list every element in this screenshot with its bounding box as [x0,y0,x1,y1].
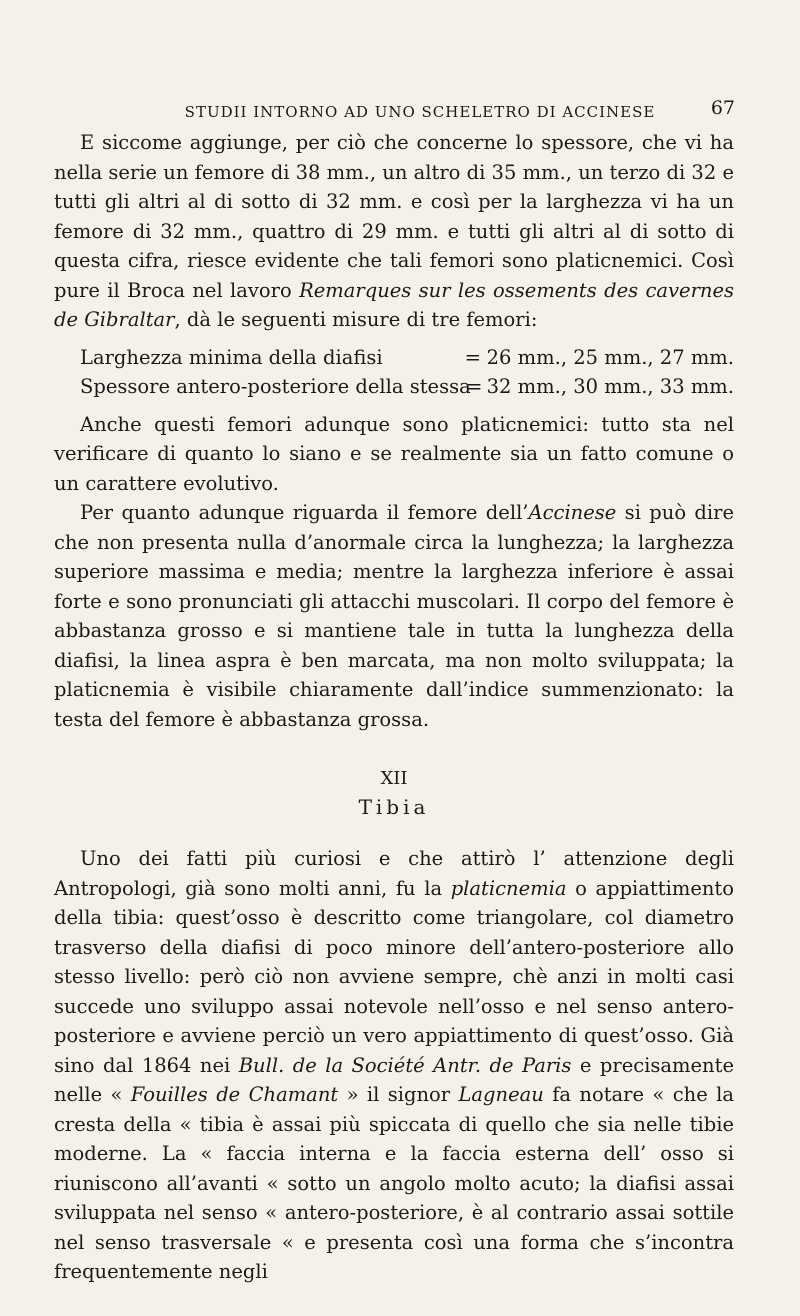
paragraph-femore-accinese [54,498,734,734]
paragraph-text: o appiattimento della tibia: quest’osso è descritto come triangolare, col diametro trasverso della diafisi di poco minore dell’antero-posteriore allo stesso livello: però ciò non avviene sempre, chè anzi in molti casi succede uno sviluppo assai notevole nell’osso e nel senso antero-posteriore e avviene perciò un vero appiattimento di quest’osso. Già sino dal 1864 nei [54,876,734,1077]
page-header [117,97,735,124]
paragraph-text: Per quanto adunque riguarda il femore dell’ [80,501,529,524]
equals-sign: = [466,375,483,398]
measurements-table [80,343,734,402]
italic-bulletin-title: Bull. de la Société Antr. de Paris [238,1053,572,1077]
italic-accinese: Accinese [528,501,617,524]
section-number: XII [380,768,408,789]
italic-fouilles: Fouilles de Chamant [130,1083,339,1106]
paragraph-text: e precisamente nelle « [54,1053,734,1106]
italic-title-broca: Remarques sur les ossements des cavernes de Gibraltar [54,278,734,331]
page-number: 67 [710,97,735,119]
paragraph-text: Uno dei fatti più curiosi e che attirò l’ attenzione degli Antropologi, già sono molti anni, fu la [54,847,734,900]
paragraph-tibia [54,844,734,1287]
measurement-label: Larghezza minima della diafisi [80,345,383,369]
paragraph-text: fa notare « che la cresta della « tibia è assai più spiccata di quello che sia nelle tibie moderne. La « faccia interna e la faccia esterna dell’ osso si riuniscono all’avanti « sotto un angolo molto acuto; la diafisi assai sviluppata nel senso « antero-posteriore, è al contrario assai sottile nel senso trasversale « e presenta così una forma che s’incontra frequentemente negli [54,1083,734,1283]
measurement-values: 26 mm., 25 mm., 27 mm. [486,345,734,369]
measurement-row [80,343,734,373]
paragraph-text: si può dire che non presenta nulla d’anormale circa la lunghezza; la larghezza superiore massima e media; mentre la larghezza inferiore è assai forte e sono pronunciati gli attacchi muscolari. Il corpo del femore è abbastanza grosso e si mantiene tale in tutta la lunghezza della diafisi, la linea aspra è ben marcata, ma non molto sviluppata; la platicnemia è visibile chiaramente dall’indice summenzionato: la testa del femore è abbastanza grossa. [54,501,734,731]
equals-sign: = [464,345,481,369]
paragraph-text: » il signor [338,1083,459,1106]
paragraph-femore-spessore [54,128,734,335]
measurement-label: Spessore antero-posteriore della stessa [80,375,471,398]
measurement-values: 32 mm., 30 mm., 33 mm. [486,375,734,398]
paragraph-text: , dà le seguenti misure di tre femori: [174,308,538,331]
paragraph-text: E siccome aggiunge, per ciò che concerne lo spessore, che vi ha nella serie un femore di 38 mm., un altro di 35 mm., un terzo di 32 e tutti gli altri al di sotto di 32 mm. e così per la larghezza vi ha un femore di 32 mm., quattro di 29 mm. e tutti gli altri al di sotto di questa cifra, riesce evidente che tali femori sono platicnemici. Così pure il Broca nel lavoro [54,131,734,302]
italic-lagneau: Lagneau [458,1083,544,1106]
italic-platicnemia: platicnemia [450,876,567,900]
paragraph-platicnemici: Anche questi femori adunque sono platicnemici: tutto sta nel verificare di quanto lo siano e se realmente sia un fatto comune o un carattere evolutivo. [54,412,734,495]
measurement-row [80,372,734,402]
running-head: STUDII INTORNO AD UNO SCHELETRO DI ACCINESE [184,103,656,121]
page-content [54,128,734,1287]
section-title: Tibia [358,795,430,819]
